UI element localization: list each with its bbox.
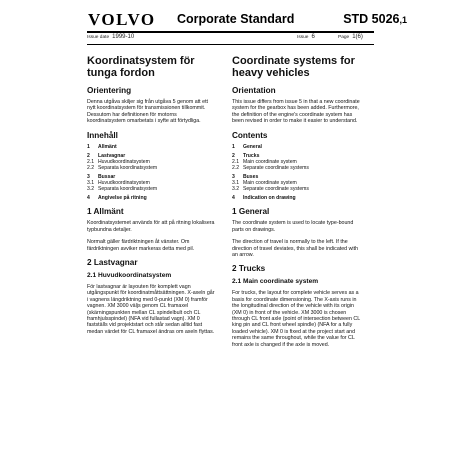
toc-group	[87, 153, 215, 171]
section-1-text-2-en: The direction of travel is normally to the left. If the direction of travel deviates, this shall be indicated with an arrow.	[232, 239, 359, 258]
section-2-heading-en: 2 Trucks	[232, 264, 266, 274]
page-value: 1(6)	[352, 34, 363, 40]
toc-item-number: 2.1	[232, 158, 240, 165]
document-type: Corporate Standard	[177, 12, 295, 26]
toc-item-title: Separate coordinate systems	[243, 186, 309, 193]
standard-number	[343, 12, 407, 26]
english-column	[232, 55, 360, 354]
toc-item-title: Trucks	[243, 152, 260, 159]
toc-item-title: Main coordinate system	[243, 158, 297, 165]
meta-rule	[87, 44, 374, 45]
page-header	[60, 9, 410, 31]
issue-date-value: 1999-10	[112, 34, 135, 40]
toc-group	[87, 144, 215, 150]
toc-item-title: Separata koordinatsystem	[98, 186, 158, 193]
toc-item-number: 3	[87, 174, 90, 180]
section-1-heading-sv: 1 Allmänt	[87, 207, 124, 217]
issue-date	[87, 34, 134, 40]
issue-number	[297, 34, 315, 40]
toc-item-number: 3.1	[232, 180, 240, 187]
toc-item-number: 2	[87, 152, 90, 159]
toc-group	[87, 195, 215, 201]
section-1-heading-en: 1 General	[232, 207, 270, 217]
contents-heading-en: Contents	[232, 130, 268, 140]
page-number	[338, 34, 363, 40]
toc-item	[232, 195, 360, 201]
toc-item-number: 3	[232, 174, 235, 180]
toc-item-title: Lastvagnar	[98, 152, 126, 159]
toc-item	[87, 186, 215, 192]
section-2-1-heading-sv: 2.1 Huvudkoordinatsystem	[87, 272, 172, 279]
toc-item-title: Bussar	[98, 174, 116, 180]
orientation-heading-sv: Orientering	[87, 86, 132, 95]
document-title-sv: Koordinatsystem för tunga fordon	[87, 55, 195, 79]
toc-item-title: Angivelse på ritning	[98, 195, 147, 202]
standard-version: ,1	[399, 15, 407, 25]
toc-item-number: 3.2	[87, 186, 95, 193]
toc-item	[87, 165, 215, 171]
toc-item	[232, 186, 360, 192]
toc-item	[87, 144, 215, 150]
toc-item-number: 1	[87, 143, 90, 150]
section-1-text-1-en: The coordinate system is used to locate type-bound parts on drawings.	[232, 220, 354, 233]
section-1-text-2-sv: Normalt gäller färdriktningen åt vänster. Om färdriktningen avviker markeras detta med pil.	[87, 239, 195, 252]
toc-item-title: Indication on drawing	[243, 195, 296, 202]
toc-item-number: 1	[232, 143, 235, 150]
header-rule	[87, 31, 374, 33]
standard-number-main: STD 5026	[343, 12, 400, 26]
toc-item	[232, 144, 360, 150]
toc-item-title: Main coordinate system	[243, 180, 297, 187]
toc-item-title: General	[243, 143, 262, 150]
toc-group	[232, 144, 360, 150]
orientation-text-sv: Denna utgåva skiljer sig från utgåva 5 genom att ett nytt koordinatsystem för transmissionen tillkommit. Dessutom har definitionen för motorns koordinatsystem omarbetats i syfte att förtydliga.	[87, 99, 209, 125]
issue-label: Issue	[297, 35, 309, 40]
toc-group	[232, 195, 360, 201]
toc-item-title: Separata koordinatsystem	[98, 164, 158, 171]
volvo-logo: VOLVO	[88, 10, 156, 29]
section-2-1-text-sv: För lastvagnar är layouten för komplett vagn utgångspunkt för koordinatmåttsättningen. X-axeln går i vagnens längdriktning med 0-punkt (XM 0) framför vagnen. XM 3000 väljs genom CL framaxel (skärningspunkten mellan CL spindelbult och CL framhjulsspindel) (NFA vid fullastad vagn). XM 0 fastställs vid projektstart och står sedan alltid fast medan värdet för CL framaxel ändras om axeln flyttas.	[87, 284, 215, 335]
toc-item-number: 2.2	[87, 164, 95, 171]
toc-item	[87, 195, 215, 201]
toc-item-number: 2.2	[232, 164, 240, 171]
swedish-column	[87, 55, 215, 341]
section-1-text-1-sv: Koordinatsystemet används för att på ritning lokalisera typbundna detaljer.	[87, 220, 215, 233]
toc-item-title: Huvudkoordinatsystem	[98, 180, 150, 187]
toc-item-title: Buses	[243, 174, 259, 180]
document-title-en: Coordinate systems for heavy vehicles	[232, 55, 355, 79]
contents-heading-sv: Innehåll	[87, 130, 118, 140]
toc-item-title: Separate coordinate systems	[243, 164, 309, 171]
toc-item-number: 2.1	[87, 158, 95, 165]
toc-item-number: 3.2	[232, 186, 240, 193]
section-2-1-heading-en: 2.1 Main coordinate system	[232, 278, 319, 286]
table-of-contents-en	[232, 144, 360, 202]
toc-group	[87, 174, 215, 192]
toc-item-number: 4	[232, 195, 235, 202]
issue-date-label: Issue date	[87, 35, 110, 40]
toc-item-title: Allmänt	[98, 143, 117, 150]
toc-item-number: 3.1	[87, 180, 95, 187]
section-2-heading-sv: 2 Lastvagnar	[87, 258, 138, 267]
toc-item-title: Huvudkoordinatsystem	[98, 158, 150, 165]
issue-value: 6	[311, 34, 315, 40]
orientation-text-en: This issue differs from issue 5 in that a new coordinate system for the gearbox has been added. Furthermore, the definition of the engine's coordinate system has been revised in order to make it easier to understand.	[232, 99, 360, 125]
toc-item	[232, 165, 360, 171]
toc-group	[232, 153, 360, 171]
toc-item-number: 2	[232, 152, 235, 159]
page-label: Page	[338, 35, 350, 40]
table-of-contents-sv	[87, 144, 215, 202]
toc-group	[232, 174, 360, 192]
section-2-1-text-en: For trucks, the layout for complete vehicle serves as a basis for coordinate dimensioning. The X-axis runs in the longitudinal direction of the vehicle with its origin (XM 0) in front of the vehicle. XM 3000 is chosen through CL front axle (point of intersection between CL king pin and CL front wheel spindle) (NFA for a fully loaded vehicle). XM 0 is fixed at the project start and remains the same throughout, while the value for CL front axle is changed if the axle is moved.	[232, 290, 360, 348]
toc-item-number: 4	[87, 195, 90, 202]
orientation-heading-en: Orientation	[232, 86, 276, 95]
